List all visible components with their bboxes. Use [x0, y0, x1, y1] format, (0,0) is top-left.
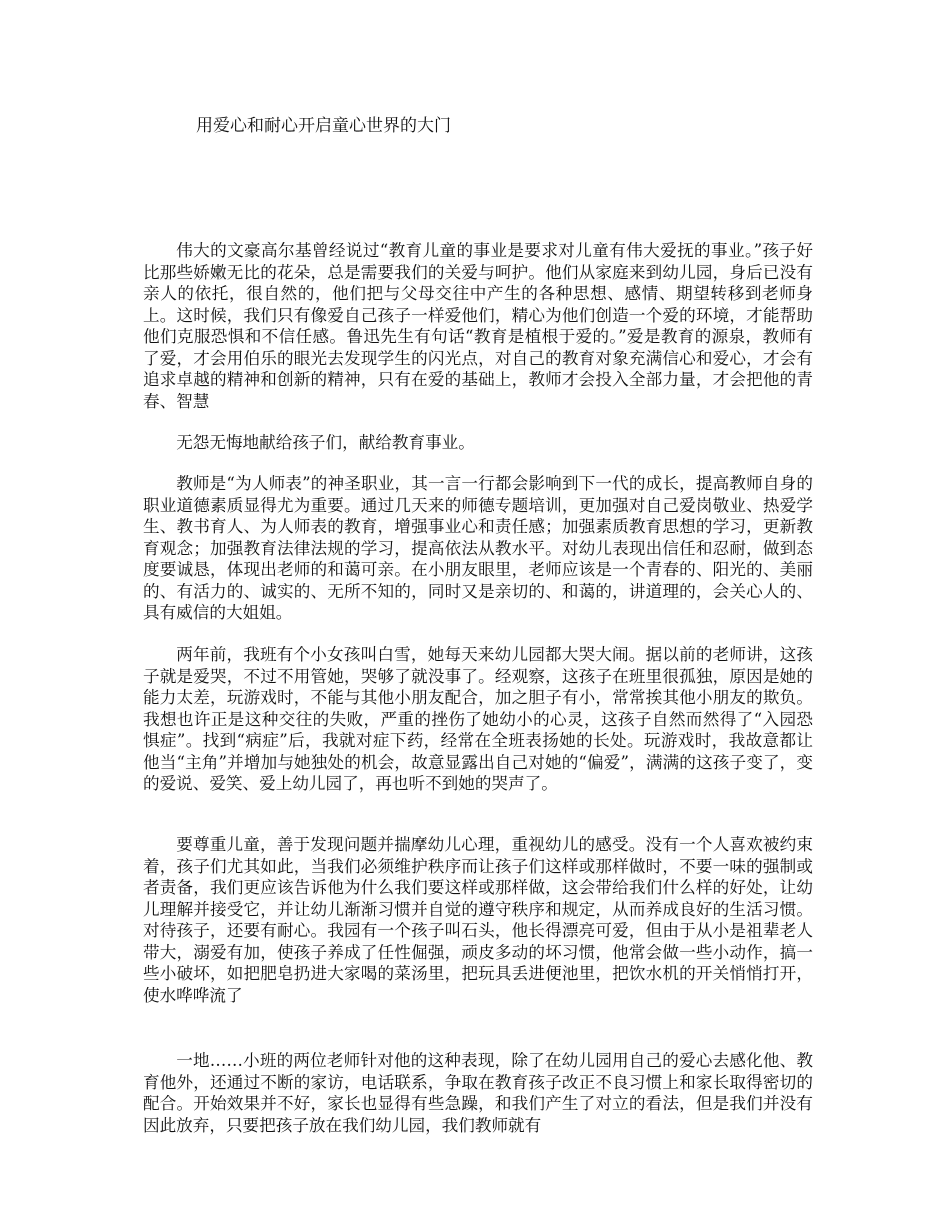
paragraph-5: 要尊重儿童，善于发现问题并揣摩幼儿心理，重视幼儿的感受。没有一个人喜欢被约束着，孩子们尤其如此，当我们必须维护秩序而让孩子们这样或那样做时，不要一味的强制或者责备，我们更应该告诉他为什么我们要这样或那样做，这会带给我们什么样的好处，让幼儿理解并接受它，并让幼儿渐渐习惯并自觉的遵守秩序和规定，从而养成良好的生活习惯。对待孩子，还要有耐心。我园有一个孩子叫石头，他长得漂亮可爱，但由于从小是祖辈老人带大，溺爱有加，使孩子养成了任性倔强，顽皮多动的坏习惯，他常会做一些小动作，搞一些小破坏，如把肥皂扔进大家喝的菜汤里，把玩具丢进便池里，把饮水机的开关悄悄打开，使水哗哗流了 — [143, 835, 813, 1005]
paragraph-1: 伟大的文豪高尔基曾经说过“教育儿童的事业是要求对儿童有伟大爱抚的事业。”孩子好比那些娇嫩无比的花朵，总是需要我们的关爱与呵护。他们从家庭来到幼儿园，身后已没有亲人的依托，很自然的，他们把与父母交往中产生的各种思想、感情、期望转移到老师身上。这时候，我们只有像爱自己孩子一样爱他们，精心为他们创造一个爱的环境，才能帮助他们克服恐惧和不信任感。鲁迅先生有句话“教育是植根于爱的。”爱是教育的源泉，教师有了爱，才会用伯乐的眼光去发现学生的闪光点，对自己的教育对象充满信心和爱心，才会有追求卓越的精神和创新的精神，只有在爱的基础上，教师才会投入全部力量，才会把他的青春、智慧 — [143, 241, 813, 411]
document-title: 用爱心和耐心开启童心世界的大门 — [196, 116, 451, 136]
paragraph-6: 一地……小班的两位老师针对他的这种表现，除了在幼儿园用自己的爱心去感化他、教育他外，还通过不断的家访，电话联系，争取在教育孩子改正不良习惯上和家长取得密切的配合。开始效果并不好，家长也显得有些急躁，和我们产生了对立的看法，但是我们并没有因此放弃，只要把孩子放在我们幼儿园，我们教师就有 — [143, 1051, 813, 1135]
paragraph-3: 教师是“为人师表”的神圣职业，其一言一行都会影响到下一代的成长，提高教师自身的职业道德素质显得尤为重要。通过几天来的师德专题培训，更加强对自己爱岗敬业、热爱学生、教书育人、为人师表的教育，增强事业心和责任感；加强素质教育思想的学习，更新教育观念；加强教育法律法规的学习，提高依法从教水平。对幼儿表现出信任和忍耐，做到态度要诚恳，体现出老师的和蔼可亲。在小朋友眼里，老师应该是一个青春的、阳光的、美丽的、有活力的、诚实的、无所不知的，同时又是亲切的、和蔼的，讲道理的，会关心人的、具有威信的大姐姐。 — [143, 474, 813, 622]
paragraph-4: 两年前，我班有个小女孩叫白雪，她每天来幼儿园都大哭大闹。据以前的老师讲，这孩子就是爱哭，不过不用管她，哭够了就没事了。经观察，这孩子在班里很孤独，原因是她的能力太差，玩游戏时，不能与其他小朋友配合，加之胆子有小，常常挨其他小朋友的欺负。我想也许正是这种交往的失败，严重的挫伤了她幼小的心灵，这孩子自然而然得了“入园恐惧症”。找到“病症”后，我就对症下药，经常在全班表扬她的长处。玩游戏时，我故意都让他当“主角”并增加与她独处的机会，故意显露出自己对她的“偏爱”，满满的这孩子变了，变的爱说、爱笑、爱上幼儿园了，再也听不到她的哭声了。 — [143, 645, 813, 793]
paragraph-2: 无怨无悔地献给孩子们，献给教育事业。 — [176, 433, 475, 452]
